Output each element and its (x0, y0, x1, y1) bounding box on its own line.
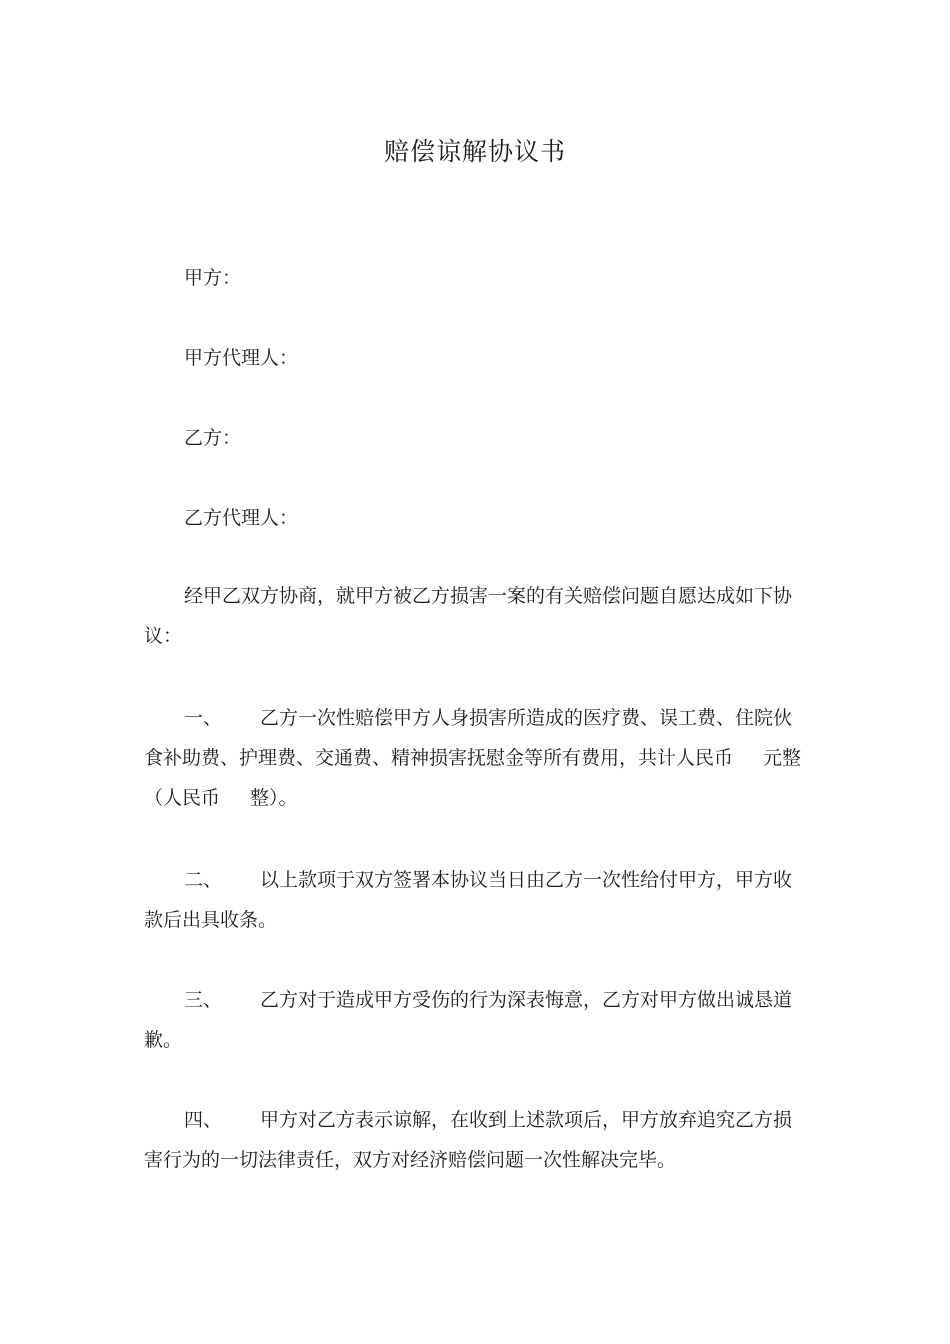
clause-line (144, 1100, 806, 1140)
clause-text: 以上款项于双方签署本协议当日由乙方一次性给付甲方，甲方收 (260, 869, 793, 891)
intro-line (144, 616, 806, 656)
clause-line (144, 698, 806, 738)
clause-text: 乙方一次性赔偿甲方人身损害所造成的医疗费、误工费、住院伙 (260, 707, 793, 729)
clause-text: 元整 (763, 747, 802, 769)
clause-text: 乙方对于造成甲方受伤的行为深表悔意，乙方对甲方做出诚恳道 (260, 989, 793, 1011)
party-b-field: 乙方： (184, 427, 242, 449)
clause-3 (144, 980, 806, 1060)
clause-number: 四、 (184, 1109, 223, 1131)
clause-line (144, 900, 806, 940)
clause-line (144, 1020, 806, 1060)
intro-paragraph (144, 576, 806, 656)
clause-text: 歉。 (144, 1029, 183, 1051)
intro-text: 经甲乙双方协商，就甲方被乙方损害一案的有关赔偿问题自愿达成如下协 (184, 585, 793, 607)
clause-number: 三、 (184, 989, 223, 1011)
clause-text: 食补助费、护理费、交通费、精神损害抚慰金等所有费用，共计人民币 (144, 747, 734, 769)
clause-line (144, 738, 806, 778)
clause-2 (144, 860, 806, 940)
clause-text: 害行为的一切法律责任，双方对经济赔偿问题一次性解决完毕。 (144, 1149, 677, 1171)
clause-text: 整）。 (250, 787, 298, 809)
intro-line (144, 576, 806, 616)
clause-1 (144, 698, 806, 818)
document-title: 赔偿谅解协议书 (383, 137, 566, 166)
clause-line (144, 860, 806, 900)
intro-text: 议： (144, 625, 183, 647)
clause-text: （人民币 (144, 787, 221, 809)
clause-text: 甲方对乙方表示谅解，在收到上述款项后，甲方放弃追究乙方损 (260, 1109, 793, 1131)
party-a-field: 甲方： (184, 267, 242, 289)
clause-line (144, 778, 806, 818)
clause-number: 二、 (184, 869, 223, 891)
clause-line (144, 980, 806, 1020)
clause-text: 款后出具收条。 (144, 909, 278, 931)
clause-number: 一、 (184, 707, 223, 729)
clause-line (144, 1140, 806, 1180)
party-b-agent-field: 乙方代理人： (184, 507, 299, 529)
clause-4 (144, 1100, 806, 1180)
party-a-agent-field: 甲方代理人： (184, 347, 299, 369)
